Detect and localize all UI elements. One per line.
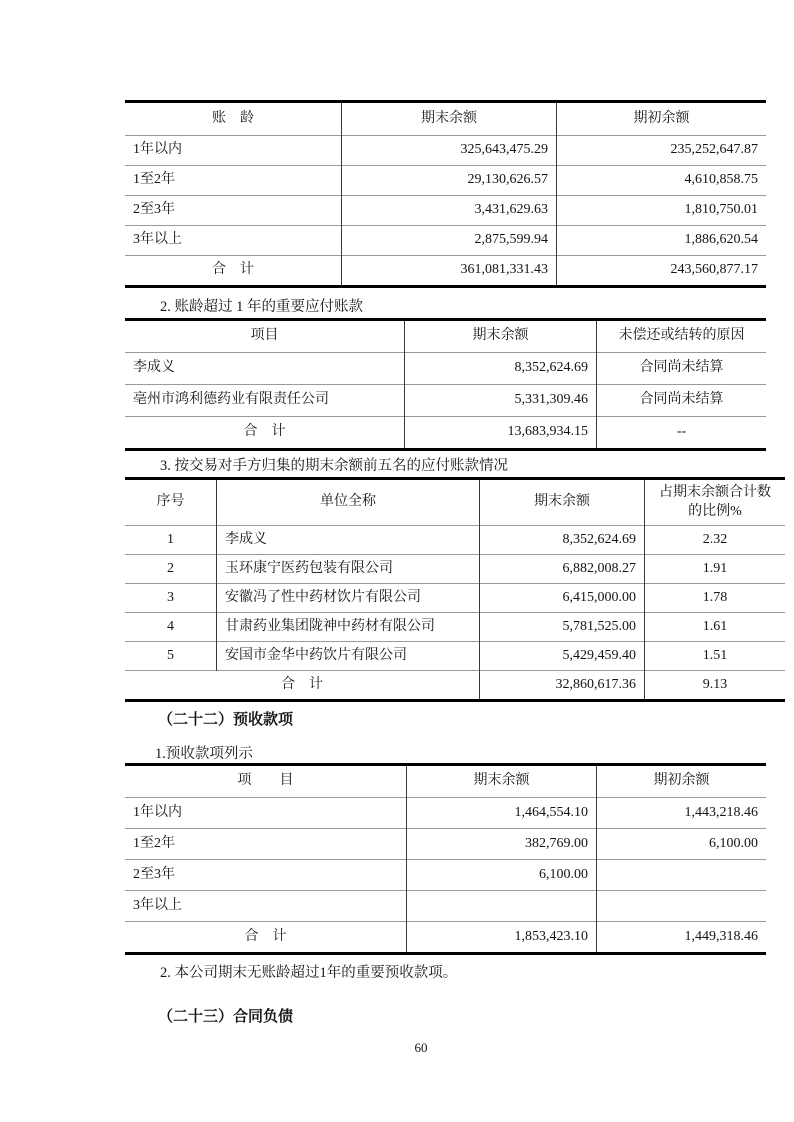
company-cell: 李成义	[217, 526, 480, 555]
beginning-balance-cell: 6,100.00	[597, 829, 767, 860]
table-row	[125, 642, 785, 671]
ending-balance-cell: 1,853,423.10	[407, 922, 597, 954]
ending-balance-cell	[407, 891, 597, 922]
table-row	[125, 226, 766, 256]
accounts-payable-aging-table	[125, 100, 766, 288]
ending-balance-header: 期末余额	[407, 765, 597, 798]
item-cell: 亳州市鸿利德药业有限责任公司	[125, 385, 405, 417]
company-cell: 安徽冯了性中药材饮片有限公司	[217, 584, 480, 613]
seq-cell: 4	[125, 613, 217, 642]
table-header-row	[125, 320, 766, 353]
beginning-balance-cell: 235,252,647.87	[557, 136, 767, 166]
item-cell: 李成义	[125, 353, 405, 385]
ending-balance-cell: 361,081,331.43	[342, 256, 557, 287]
beginning-balance-header: 期初余额	[557, 102, 767, 136]
table-row	[125, 526, 785, 555]
ending-balance-cell: 29,130,626.57	[342, 166, 557, 196]
company-header: 单位全称	[217, 479, 480, 526]
ending-balance-cell: 6,100.00	[407, 860, 597, 891]
ending-balance-cell: 5,331,309.46	[405, 385, 597, 417]
ending-balance-cell: 13,683,934.15	[405, 417, 597, 450]
table-row	[125, 891, 766, 922]
advances-aging-table	[125, 763, 766, 955]
beginning-balance-cell	[597, 891, 767, 922]
table-header-row	[125, 102, 766, 136]
important-payables-table	[125, 318, 766, 451]
beginning-balance-cell: 1,443,218.46	[597, 798, 767, 829]
ending-balance-cell: 382,769.00	[407, 829, 597, 860]
ratio-cell: 1.78	[645, 584, 786, 613]
top5-payables-table	[125, 477, 785, 702]
beginning-balance-cell	[597, 860, 767, 891]
beginning-balance-cell: 243,560,877.17	[557, 256, 767, 287]
item-header: 项目	[250, 328, 279, 344]
ending-balance-cell: 6,415,000.00	[480, 584, 645, 613]
company-cell: 玉环康宁医药包装有限公司	[217, 555, 480, 584]
table-row	[125, 136, 766, 166]
ending-balance-cell: 1,464,554.10	[407, 798, 597, 829]
ending-balance-cell: 8,352,624.69	[405, 353, 597, 385]
table-row	[125, 829, 766, 860]
aging-label-cell: 1至2年	[125, 166, 342, 196]
ending-balance-cell: 5,429,459.40	[480, 642, 645, 671]
table-row	[125, 196, 766, 226]
page-content	[125, 0, 771, 1122]
page-number: 60	[414, 1040, 428, 1055]
ratio-cell: 2.32	[645, 526, 786, 555]
total-label-cell: 合 计	[125, 256, 342, 287]
ending-balance-cell: 6,882,008.27	[480, 555, 645, 584]
aging-label-cell: 1年以内	[125, 798, 407, 829]
table-header-row	[125, 765, 766, 798]
item-header: 项 目	[237, 773, 294, 789]
ending-balance-header: 期末余额	[405, 320, 597, 353]
company-cell: 甘肃药业集团陇神中药材有限公司	[217, 613, 480, 642]
ending-balance-cell: 5,781,525.00	[480, 613, 645, 642]
reason-cell: 合同尚未结算	[597, 353, 767, 385]
company-cell: 安国市金华中药饮片有限公司	[217, 642, 480, 671]
table-row	[125, 353, 766, 385]
note-top5-payables: 3. 按交易对手方归集的期末余额前五名的应付账款情况	[160, 458, 508, 474]
reason-cell: --	[597, 417, 767, 450]
ratio-cell: 1.91	[645, 555, 786, 584]
aging-header: 账 龄	[212, 110, 254, 126]
seq-cell: 5	[125, 642, 217, 671]
ending-balance-cell: 3,431,629.63	[342, 196, 557, 226]
reason-header: 未偿还或结转的原因	[597, 320, 767, 353]
ending-balance-header: 期末余额	[480, 479, 645, 526]
beginning-balance-cell: 4,610,858.75	[557, 166, 767, 196]
aging-label-cell: 3年以上	[125, 226, 342, 256]
ratio-header: 占期末余额合计数的比例%	[645, 479, 786, 526]
note-important-payables: 2. 账龄超过 1 年的重要应付账款	[160, 299, 363, 315]
ratio-cell: 1.61	[645, 613, 786, 642]
table-row	[125, 860, 766, 891]
ending-balance-header: 期末余额	[342, 102, 557, 136]
seq-header: 序号	[156, 494, 185, 510]
aging-label-cell: 1至2年	[125, 829, 407, 860]
table-row	[125, 555, 785, 584]
beginning-balance-cell: 1,810,750.01	[557, 196, 767, 226]
ratio-cell: 9.13	[645, 671, 786, 701]
table-row	[125, 584, 785, 613]
aging-label-cell: 3年以上	[125, 891, 407, 922]
section-22-heading: （二十二）预收款项	[158, 712, 294, 728]
table-row	[125, 166, 766, 196]
table-row	[125, 613, 785, 642]
reason-cell: 合同尚未结算	[597, 385, 767, 417]
total-label-cell: 合 计	[125, 417, 405, 450]
aging-label-cell: 1年以内	[125, 136, 342, 166]
beginning-balance-header: 期初余额	[597, 765, 767, 798]
total-label-cell: 合 计	[125, 922, 407, 954]
advances-list-label: 1.预收款项列示	[155, 746, 253, 762]
ending-balance-cell: 32,860,617.36	[480, 671, 645, 701]
seq-cell: 2	[125, 555, 217, 584]
beginning-balance-cell: 1,449,318.46	[597, 922, 767, 954]
total-row	[125, 417, 766, 450]
ratio-cell: 1.51	[645, 642, 786, 671]
aging-label-cell: 2至3年	[125, 196, 342, 226]
note-no-overdue-advances: 2. 本公司期末无账龄超过1年的重要预收款项。	[160, 965, 458, 981]
table-header-row	[125, 479, 785, 526]
seq-cell: 3	[125, 584, 217, 613]
total-row	[125, 671, 785, 701]
total-row	[125, 922, 766, 954]
total-row	[125, 256, 766, 287]
table-row	[125, 385, 766, 417]
ending-balance-cell: 8,352,624.69	[480, 526, 645, 555]
ending-balance-cell: 2,875,599.94	[342, 226, 557, 256]
total-label-cell: 合 计	[125, 671, 480, 701]
aging-label-cell: 2至3年	[125, 860, 407, 891]
section-23-heading: （二十三）合同负债	[158, 1009, 294, 1025]
table-row	[125, 798, 766, 829]
beginning-balance-cell: 1,886,620.54	[557, 226, 767, 256]
seq-cell: 1	[125, 526, 217, 555]
ending-balance-cell: 325,643,475.29	[342, 136, 557, 166]
